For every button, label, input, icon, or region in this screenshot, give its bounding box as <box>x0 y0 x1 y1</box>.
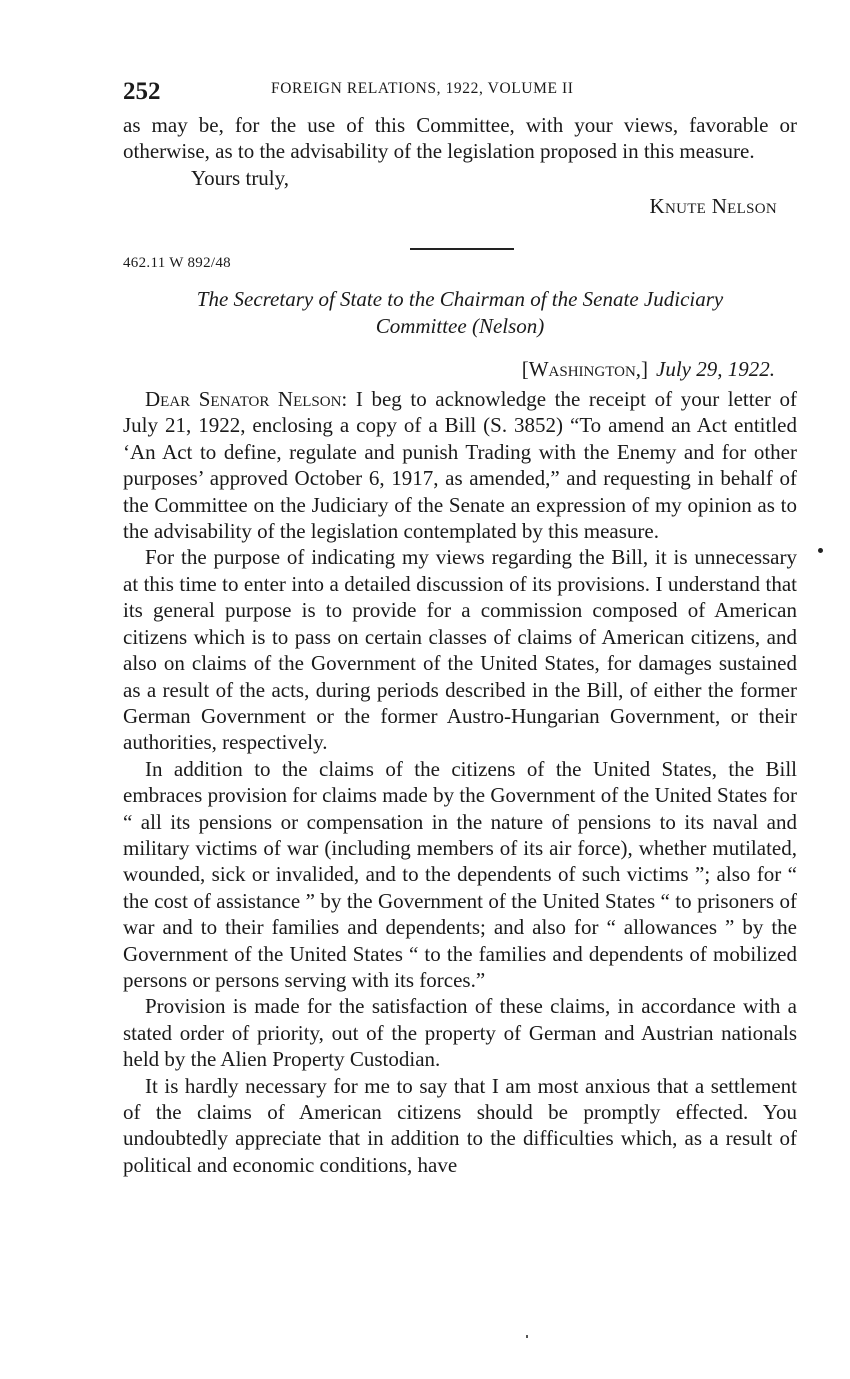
section-divider <box>410 248 514 250</box>
page-number: 252 <box>123 78 161 105</box>
letter-closing: Yours truly, <box>191 165 290 190</box>
letter-body <box>123 386 797 1178</box>
previous-letter-continuation: as may be, for the use of this Committee, with your views, favorable or otherwise, as to the advisability of the legislation proposed in this measure. <box>123 113 797 164</box>
heading-line-2: Committee (Nelson) <box>375 313 545 338</box>
file-number: 462.11 W 892/48 <box>123 254 231 271</box>
body-paragraph: It is hardly necessary for me to say that I am most anxious that a settlement of the claims of American citizens should be promptly effected. You undoubtedly appreciate that in addition to the difficulties which, as a result of political and economic conditions, have <box>123 1073 797 1177</box>
dateline-date: July 29, 1922. <box>656 356 775 381</box>
body-paragraph: For the purpose of indicating my views regarding the Bill, it is unnecessary at this time to enter into a detailed discussion of its provisions. I understand that its general purpose is to provide for a commission composed of American citizens which is to pass on certain classes of claims of American citizens, and also on claims of the Government of the United States, for damages sustained as a result of the acts, during periods described in the Bill, of either the former German Government or the former Austro-Hungarian Government, or their authorities, respectively. <box>123 545 797 755</box>
paragraph-text: I beg to acknowledge the receipt of your letter of July 21, 1922, enclosing a copy of a Bill (S. 3852) “To amend an Act entitled ‘An Act to define, regulate and punish Trading with the Enemy and for other purposes’ approved October 6, 1917, as amended,” and requesting in behalf of the Committee on the Judiciary of the Senate an expression of my opinion as to the advisability of the legislation contemplated by this measure. <box>123 387 797 544</box>
running-title: FOREIGN RELATIONS, 1922, VOLUME II <box>271 80 574 97</box>
margin-mark <box>818 548 823 553</box>
dateline <box>123 356 775 382</box>
dateline-place: [Washington,] <box>521 356 649 381</box>
document-heading <box>123 286 797 340</box>
body-paragraph: Provision is made for the satisfaction of these claims, in accordance with a stated order of priority, out of the property of German and Austrian nationals held by the Alien Property Custodian. <box>123 994 797 1072</box>
salutation: Dear Senator Nelson: <box>145 387 348 412</box>
letter-signature: Knute Nelson <box>649 194 777 219</box>
running-head <box>123 72 797 112</box>
body-paragraph: In addition to the claims of the citizens of the United States, the Bill embraces provision for claims made by the Government of the United States for “ all its pensions or compensation in the nature of pensions to its naval and military victims of war (including members of its air force), whether mutilated, wounded, sick or invalided, and to the dependents of such victims ”; also for “ the cost of assistance ” by the Government of the United States “ to prisoners of war and to their families and dependents; and also for “ allowances ” by the Government of the United States “ to the families and dependents of mobilized persons or persons serving with its forces.” <box>123 756 797 992</box>
heading-line-1: The Secretary of State to the Chairman of the Senate Judiciary <box>196 286 724 311</box>
print-speck <box>526 1335 528 1338</box>
body-paragraph <box>123 386 797 544</box>
document-page <box>123 72 797 1178</box>
